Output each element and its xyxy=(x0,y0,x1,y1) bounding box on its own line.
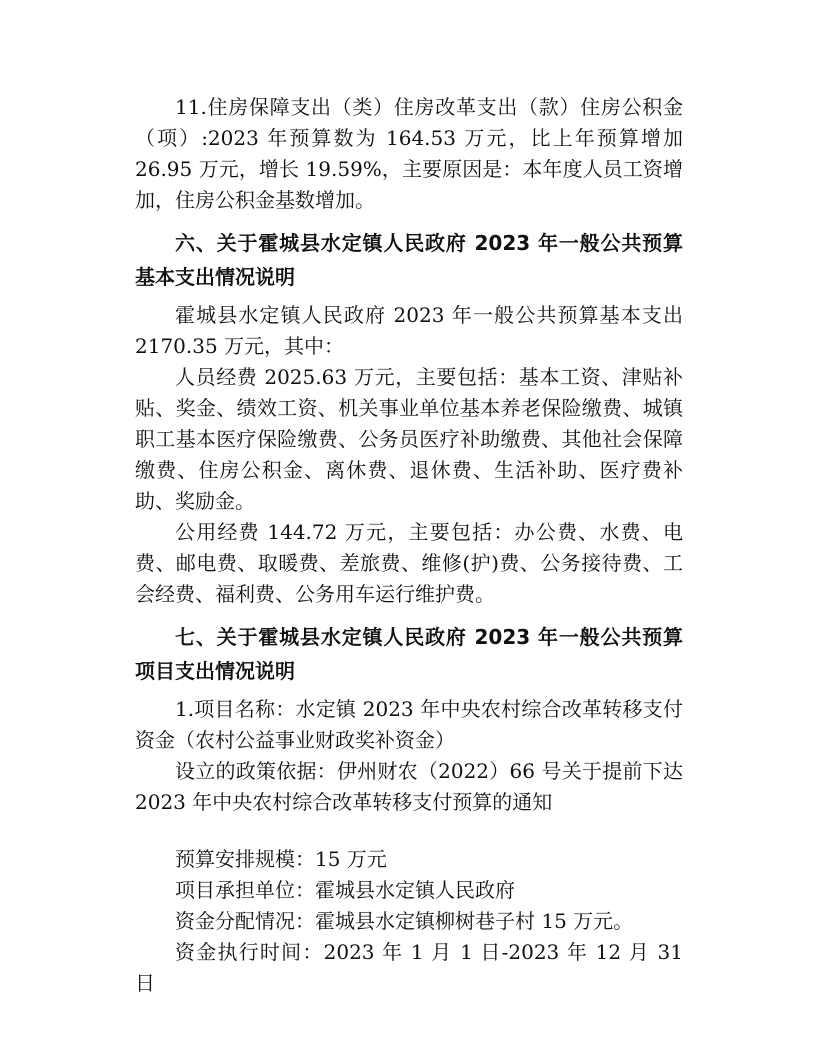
paragraph-fund-allocation: 资金分配情况：霍城县水定镇柳树巷子村 15 万元。 xyxy=(175,909,634,933)
paragraph-personnel-funds: 人员经费 2025.63 万元，主要包括：基本工资、津贴补贴、奖金、绩效工资、机关事业单位基本养老保险缴费、城镇职工基本医疗保险缴费、公务员医疗补助缴费、其他社会保障缴费、住房公积金、离休费、退休费、生活补助、医疗费补助、奖励金。 xyxy=(135,365,683,513)
section-heading-7: 七、关于霍城县水定镇人民政府 2023 年一般公共预算项目支出情况说明 xyxy=(135,625,683,683)
paragraph-basic-expenditure: 霍城县水定镇人民政府 2023 年一般公共预算基本支出 2170.35 万元，其中： xyxy=(135,303,683,358)
paragraph-execution-time: 资金执行时间：2023 年 1 月 1 日-2023 年 12 月 31 日 xyxy=(135,940,683,995)
paragraph-project-name: 1.项目名称：水定镇 2023 年中央农村综合改革转移支付资金（农村公益事业财政奖补资金） xyxy=(135,697,683,752)
paragraph-undertaking-unit: 项目承担单位：霍城县水定镇人民政府 xyxy=(175,878,515,902)
paragraph-housing-fund: 11.住房保障支出（类）住房改革支出（款）住房公积金（项）:2023 年预算数为 164.53 万元，比上年预算增加 26.95 万元，增长 19.59%，主要原因是：本年度人员工资增加，住房公积金基数增加。 xyxy=(135,95,683,212)
paragraph-policy-basis: 设立的政策依据：伊州财农（2022）66 号关于提前下达 2023 年中央农村综合改革转移支付预算的通知 xyxy=(135,759,683,814)
paragraph-public-funds: 公用经费 144.72 万元，主要包括：办公费、水费、电费、邮电费、取暖费、差旅费、维修(护)费、公务接待费、工会经费、福利费、公务用车运行维护费。 xyxy=(135,520,683,606)
spacer xyxy=(135,818,683,844)
section-heading-6: 六、关于霍城县水定镇人民政府 2023 年一般公共预算基本支出情况说明 xyxy=(135,231,683,289)
document-page xyxy=(135,92,683,999)
paragraph-budget-scale: 预算安排规模：15 万元 xyxy=(175,847,387,871)
